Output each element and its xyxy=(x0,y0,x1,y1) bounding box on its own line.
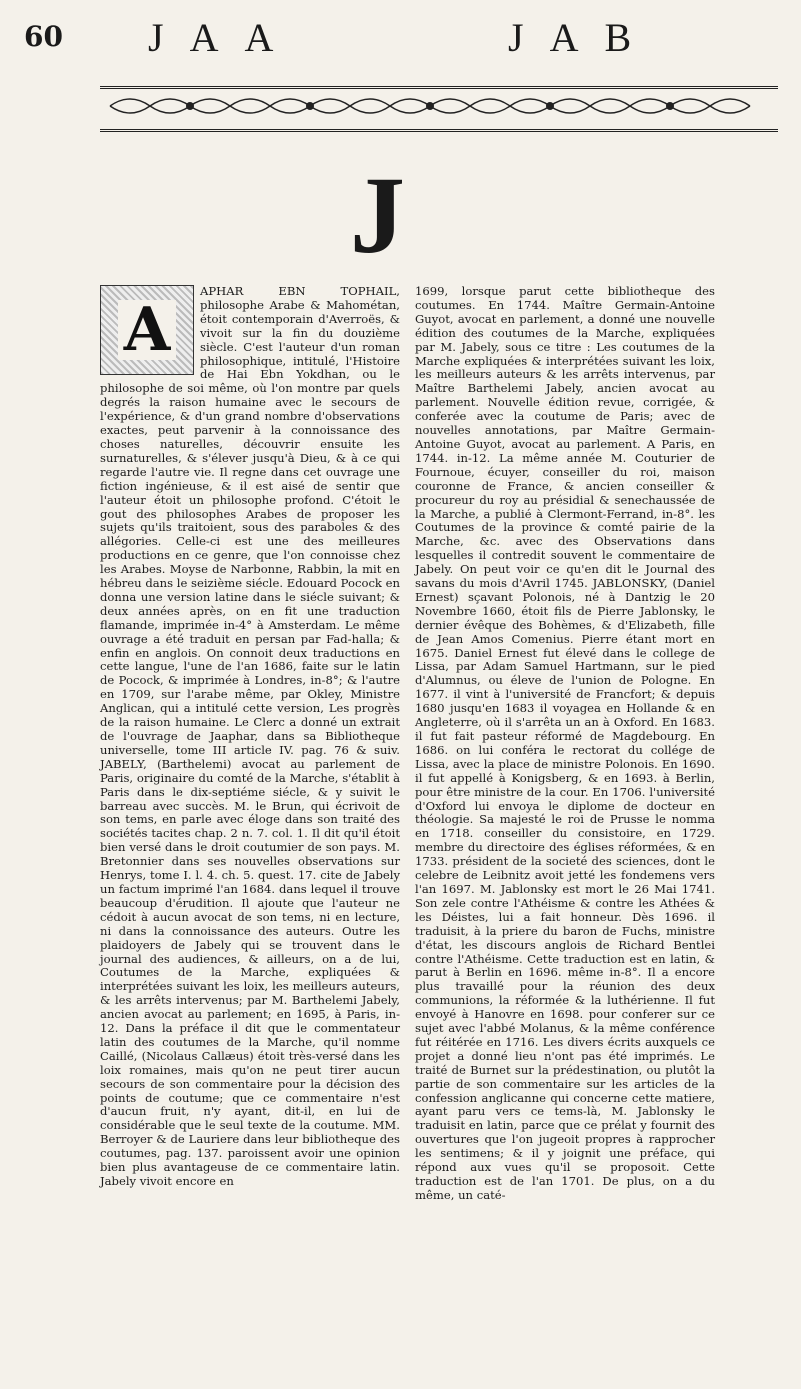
right-column-text: 1699, lorsque parut cette bibliotheque des coutumes. En 1744. Maître Germain-Antoine Guyot, avocat en parlement, a donné une nouvelle édition des coutumes de la Marche, expliquées par M. Jabely, sous ce titre : Les coutumes de la Marche expliquées & interprétées suivant les loix, les meilleurs auteurs & les arrêts intervenus, par Maître Barthelemi Jabely, ancien avocat au parlement. Nouvelle édition revue, corrigée, & conferée avec la coutume de Paris; avec de nouvelles annotations, par Maître Germain-Antoine Guyot, avocat au parlement. A Paris, en 1744. in-12. La même année M. Couturier de Fournoue, écuyer, conseiller du roi, maison couronne de France, & ancien conseiller & procureur du roy au présidial & senechaussée de la Marche, a publié à Clermont-Ferrand, in-8°. les Coutumes de la province & comté pairie de la Marche, &c. avec des Observations dans lesquelles il contredit souvent le commentaire de Jabely. On peut voir ce qu'en dit le Journal des savans du mois d'Avril 1745. JABLONSKY, (Daniel Ernest) sçavant Polonois, né à Dantzig le 20 Novembre 1660, étoit fils de Pierre Jablonsky, le dernier évêque des Bohèmes, & d'Elizabeth, fille de Jean Amos Comenius. Pierre étant mort en 1675. Daniel Ernest fut élevé dans le college de Lissa, par Adam Samuel Hartmann, sur le pied d'Alumnus, ou éleve de l'union de Pologne. En 1677. il vint à l'université de Francfort; & depuis 1680 jusqu'en 1683 il voyagea en Hollande & en Angleterre, où il s'arrêta un an à Oxford. En 1683. il fut fait pasteur réformé de Magdebourg. En 1686. on lui conféra le rectorat du collége de Lissa, avec la place de ministre Polonois. En 1690. il fut appellé à Konigsberg, & en 1693. à Berlin, pour être ministre de la cour. En 1706. l'université d'Oxford lui envoya le diplome de docteur en théologie. Sa majesté le roi de Prusse le nomma en 1718. conseiller du consistoire, en 1729. membre du directoire des églises réformées, & en 1733. président de la societé des sciences, dont le celebre de Leibnitz avoit jetté les fondemens vers l'an 1697. M. Jablonsky est mort le 26 Mai 1741. Son zele contre l'Athéisme & contre les Athées & les Déistes, lui a fait honneur. Dès 1696. il traduisit, à la priere du baron de Fuchs, ministre d'état, les discours anglois de Richard Bentlei contre l'Athéisme. Cette traduction est en latin, & parut à Berlin en 1696. même in-8°. Il a encore plus travaillé pour la réunion des deux communions, la réformée & la luthérienne. Il fut envoyé à Hanovre en 1698. pour conferer sur ce sujet avec l'abbé Molanus, & la même conférence fut réitérée en 1716. Les divers écrits auxquels ce projet a donné lieu n'ont pas été imprimés. Le traité de Burnet sur la prédestination, ou plutôt la partie de son commentaire sur les articles de la confession anglicanne qui concerne cette matiere, ayant paru vers ce tems-là, M. Jablonsky le traduisit en latin, parce que ce prélat y fournit des ouvertures que l'on jugeoit propres à rapprocher les sentimens; & il y joignit une préface, qui répond aux vues qu'il se proposoit. Cette traduction est de l'an 1701. De plus, on a du même, un caté- xyxy=(415,284,715,1202)
drop-cap xyxy=(100,285,194,375)
left-column xyxy=(100,285,400,1189)
section-letter: J xyxy=(350,154,405,276)
running-head-left: JAA xyxy=(148,15,300,60)
ornamental-band xyxy=(100,86,778,132)
right-column xyxy=(415,285,715,1203)
drop-cap-letter: A xyxy=(118,300,177,360)
page-number: 60 xyxy=(24,20,63,53)
page-header xyxy=(0,8,801,68)
running-head-right: JAB xyxy=(508,15,658,60)
ornament-pattern-icon xyxy=(100,89,778,123)
left-column-text: APHAR EBN TOPHAIL, philosophe Arabe & Mahométan, étoit contemporain d'Averroës, & vivoit sur la fin du douzième siècle. C'est l'auteur d'un roman philosophique, intitulé, l'Histoire de Hai Ebn Yokdhan, ou le philosophe de soi même, où l'on montre par quels degrés la raison humaine avec le secours de l'expérience, & d'un grand nombre d'observations exactes, peut parvenir à la connoissance des choses naturelles, découvrir ensuite les surnaturelles, & s'élever jusqu'à Dieu, & à ce qui regarde l'autre vie. Il regne dans cet ouvrage une fiction ingénieuse, & il est aisé de sentir que l'auteur étoit un philosophe profond. C'étoit le gout des philosophes Arabes de proposer les sujets qu'ils traitoient, sous des paraboles & des allégories. Celle-ci est une des meilleures productions en ce genre, que l'on connoisse chez les Arabes. Moyse de Narbonne, Rabbin, la mit en hébreu dans le seizième siécle. Edouard Pocock en donna une version latine dans le siécle suivant; & deux années après, on en fit une traduction flamande, imprimée in-4° à Amsterdam. Le même ouvrage a été traduit en persan par Fad-halla; & enfin en anglois. On connoit deux traductions en cette langue, l'une de l'an 1686, faite sur le latin de Pocock, & imprimée à Londres, in-8°; & l'autre en 1709, sur l'arabe même, par Okley, Ministre Anglican, qui a intitulé cette version, Les progrès de la raison humaine. Le Clerc a donné un extrait de l'ouvrage de Jaaphar, dans sa Bibliotheque universelle, tome III article IV. pag. 76 & suiv. JABELY, (Barthelemi) avocat au parlement de Paris, originaire du comté de la Marche, s'établit à Paris dans le dix-septiéme siécle, & y suivit le barreau avec succès. M. le Brun, qui écrivoit de son tems, en parle avec éloge dans son traité des sociétés tacites chap. 2 n. 7. col. 1. Il dit qu'il étoit bien versé dans le droit coutumier de son pays. M. Bretonnier dans ses nouvelles observations sur Henrys, tome I. l. 4. ch. 5. quest. 17. cite de Jabely un factum imprimé l'an 1684. dans lequel il trouve beaucoup d'érudition. Il ajoute que l'auteur ne cédoit à aucun avocat de son tems, ni en lecture, ni dans la connoissance des auteurs. Outre les plaidoyers de Jabely qui se trouvent dans le journal des audiences, & ailleurs, on a de lui, Coutumes de la Marche, expliquées & interprétées suivant les loix, les meilleurs auteurs, & les arrêts intervenus; par M. Barthelemi Jabely, ancien avocat au parlement; en 1695, à Paris, in-12. Dans la préface il dit que le commentateur latin des coutumes de la Marche, qu'il nomme Caillé, (Nicolaus Callæus) étoit très-versé dans les loix romaines, mais qu'on ne peut tirer aucun secours de son commentaire pour la décision des points de coutume; que ce commentaire n'est d'aucun fruit, n'y ayant, dit-il, en lui de considérable que le seul texte de la coutume. MM. Berroyer & de Lauriere dans leur bibliotheque des coutumes, pag. 137. paroissent avoir une opinion bien plus avantageuse de ce commentaire latin. Jabely vivoit encore en xyxy=(100,284,400,1188)
